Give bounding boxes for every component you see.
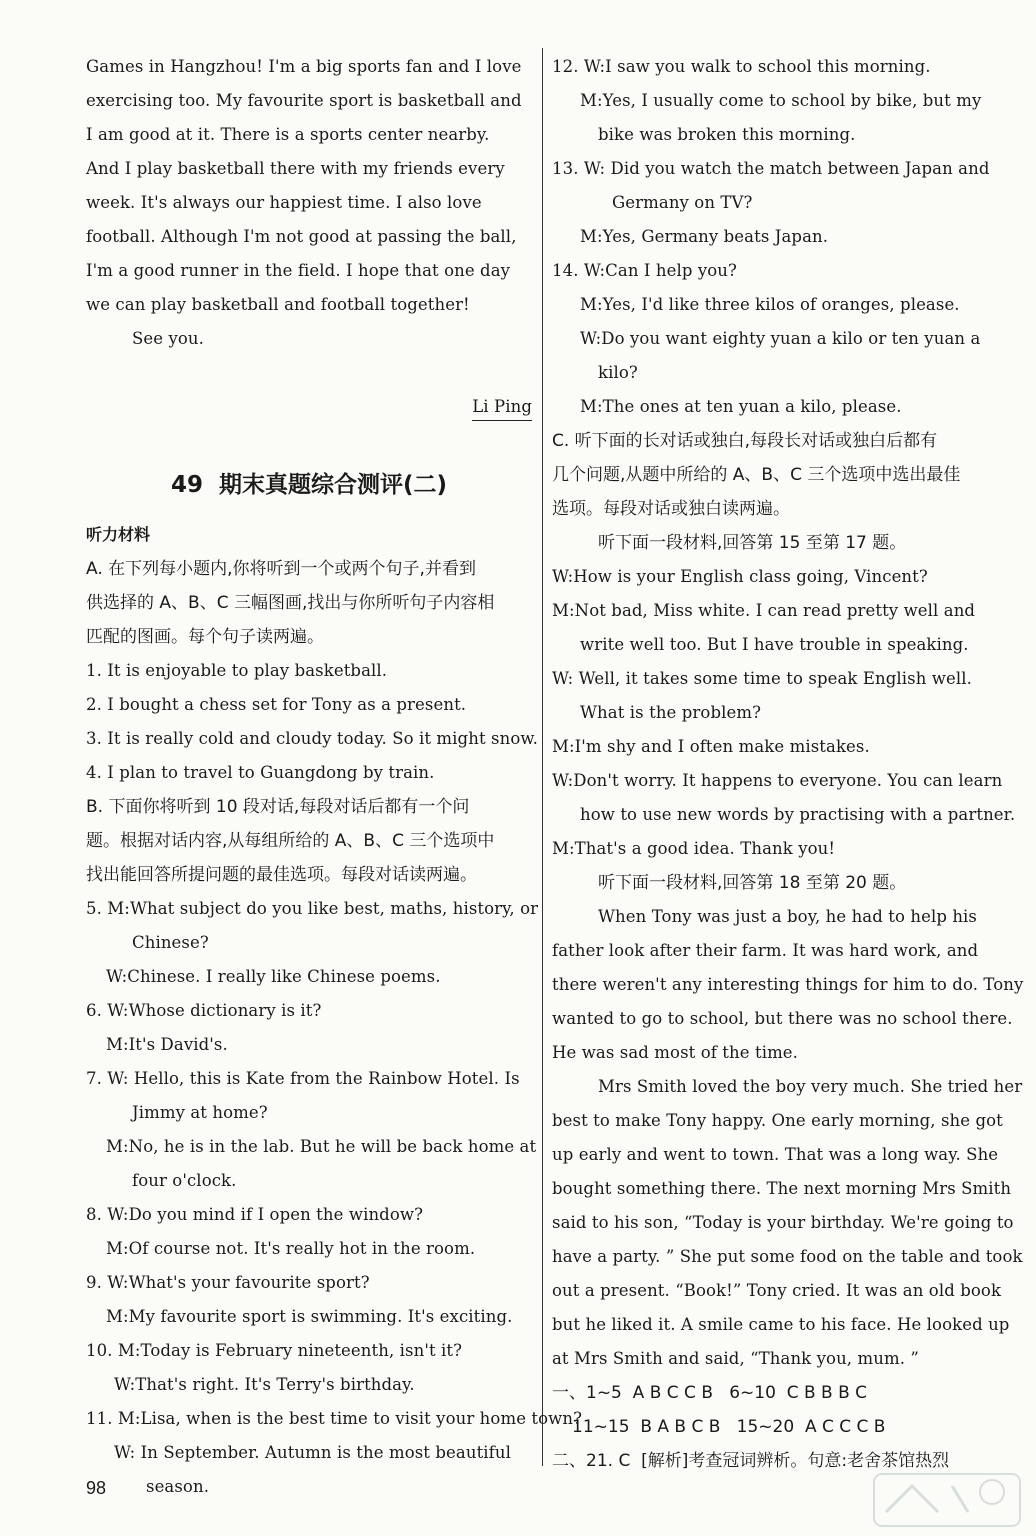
dialogue-line: M:Yes, I'd like three kilos of oranges, please. <box>580 295 960 314</box>
dialogue-line: W:Chinese. I really like Chinese poems. <box>106 967 441 986</box>
part-b-instructions <box>86 790 532 892</box>
story-line: said to his son, “Today is your birthday. We're going to <box>552 1213 1014 1232</box>
listening-material-heading: 听力材料 <box>86 525 151 544</box>
instruction-line: 供选择的 A、B、C 三幅图画,找出与你所听句子内容相 <box>86 593 495 613</box>
watermark-logo <box>872 1472 1022 1528</box>
story-line: up early and went to town. That was a long way. She <box>552 1145 999 1164</box>
dialogue-line: M:My favourite sport is swimming. It's exciting. <box>106 1307 513 1326</box>
dialogue-line: 9. W:What's your favourite sport? <box>86 1273 370 1292</box>
dialogue-line: 6. W:Whose dictionary is it? <box>86 1001 322 1020</box>
story-line: Mrs Smith loved the boy very much. She tried her <box>598 1077 1023 1096</box>
dialogue-line: M:The ones at ten yuan a kilo, please. <box>580 397 902 416</box>
dialogue-line: bike was broken this morning. <box>598 125 856 144</box>
answer-line: 11~15 B A B C B 15~20 A C C C B <box>572 1417 886 1437</box>
letter-line: week. It's always our happiest time. I also love <box>86 193 482 212</box>
instruction-line: 找出能回答所提问题的最佳选项。每段对话读两遍。 <box>86 865 477 885</box>
dialogue-line: W:Do you want eighty yuan a kilo or ten yuan a <box>580 329 981 348</box>
dialogues-left <box>86 892 583 1504</box>
dialogue-line: What is the problem? <box>580 703 762 722</box>
right-column <box>552 50 1024 1478</box>
story-line: best to make Tony happy. One early morning, she got <box>552 1111 1003 1130</box>
story-line: there weren't any interesting things for him to do. Tony <box>552 975 1024 994</box>
dialogue-line: 8. W:Do you mind if I open the window? <box>86 1205 424 1224</box>
story-line: bought something there. The next morning Mrs Smith <box>552 1179 1012 1198</box>
letter-line: And I play basketball there with my friends every <box>86 159 505 178</box>
instruction-15-17: 听下面一段材料,回答第 15 至第 17 题。 <box>598 533 907 553</box>
story-line: He was sad most of the time. <box>552 1043 799 1062</box>
letter-line: we can play basketball and football together! <box>86 295 470 314</box>
part-c-instructions <box>552 424 1004 526</box>
letter-text <box>86 50 532 322</box>
dialogue-line: write well too. But I have trouble in speaking. <box>580 635 969 654</box>
letter-signature-row <box>86 356 532 458</box>
letter-line: I am good at it. There is a sports center nearby. <box>86 125 490 144</box>
instruction-line: 几个问题,从题中所给的 A、B、C 三个选项中选出最佳 <box>552 465 961 485</box>
letter-line: I'm a good runner in the field. I hope that one day <box>86 261 511 280</box>
instruction-line: 选项。每段对话或独白读两遍。 <box>552 499 790 519</box>
dialogue-line: 12. W:I saw you walk to school this morning. <box>552 57 931 76</box>
instruction-18-20: 听下面一段材料,回答第 18 至第 20 题。 <box>598 873 907 893</box>
listening-item: 1. It is enjoyable to play basketball. <box>86 661 388 680</box>
dialogue-line: W: In September. Autumn is the most beautiful <box>114 1443 511 1462</box>
story-line: have a party. ” She put some food on the table and took <box>552 1247 1023 1266</box>
dialogue-line: M:I'm shy and I often make mistakes. <box>552 737 870 756</box>
instruction-line: 题。根据对话内容,从每组所给的 A、B、C 三个选项中 <box>86 831 495 851</box>
story-line: at Mrs Smith and said, “Thank you, mum. ” <box>552 1349 919 1368</box>
dialogue-line: 14. W:Can I help you? <box>552 261 737 280</box>
answer-line: 二、21. C [解析]考查冠词辨析。句意:老舍茶馆热烈 <box>552 1451 950 1471</box>
dialogues-right <box>552 50 1004 424</box>
letter-line: football. Although I'm not good at passing the ball, <box>86 227 517 246</box>
section-title: 49 期末真题综合测评(二) <box>170 472 448 498</box>
dialogue-line: 10. M:Today is February nineteenth, isn't it? <box>86 1341 463 1360</box>
story-line: but he liked it. A smile came to his face. He looked up <box>552 1315 1010 1334</box>
letter-line: Games in Hangzhou! I'm a big sports fan and I love <box>86 57 522 76</box>
dialogue-line: 11. M:Lisa, when is the best time to visit your home town? <box>86 1409 583 1428</box>
dialogue-line: Germany on TV? <box>612 193 753 212</box>
dialogue-line: M:That's a good idea. Thank you! <box>552 839 836 858</box>
dialogue-line: M:No, he is in the lab. But he will be back home at <box>106 1137 537 1156</box>
listening-item: 3. It is really cold and cloudy today. So it might snow. <box>86 729 538 748</box>
dialogue-line: M:Of course not. It's really hot in the room. <box>106 1239 476 1258</box>
dialogue-line: M:Not bad, Miss white. I can read pretty well and <box>552 601 976 620</box>
story-passage <box>552 900 1024 1376</box>
part-a-items <box>86 654 538 790</box>
dialogue-line: Chinese? <box>132 933 209 952</box>
story-line: When Tony was just a boy, he had to help his <box>598 907 977 926</box>
long-dialogue <box>552 560 1016 866</box>
dialogue-line: W:How is your English class going, Vincent? <box>552 567 928 586</box>
instruction-line: A. 在下列每小题内,你将听到一个或两个句子,并看到 <box>86 559 476 579</box>
dialogue-line: W:Don't worry. It happens to everyone. You can learn <box>552 771 1003 790</box>
listening-item: 2. I bought a chess set for Tony as a present. <box>86 695 467 714</box>
dialogue-line: W:That's right. It's Terry's birthday. <box>114 1375 415 1394</box>
letter-signature: Li Ping <box>472 394 532 421</box>
story-line: wanted to go to school, but there was no school there. <box>552 1009 1013 1028</box>
listening-item: 4. I plan to travel to Guangdong by train. <box>86 763 435 782</box>
instruction-line: 匹配的图画。每个句子读两遍。 <box>86 627 324 647</box>
instruction-line: C. 听下面的长对话或独白,每段长对话或独白后都有 <box>552 431 938 451</box>
instruction-line: B. 下面你将听到 10 段对话,每段对话后都有一个问 <box>86 797 470 817</box>
dialogue-line: Jimmy at home? <box>132 1103 268 1122</box>
page-number: 98 <box>86 1478 107 1498</box>
dialogue-line: season. <box>146 1477 210 1496</box>
column-divider <box>542 48 543 1466</box>
letter-line: exercising too. My favourite sport is basketball and <box>86 91 522 110</box>
letter-closing: See you. <box>132 329 205 348</box>
dialogue-line: four o'clock. <box>132 1171 237 1190</box>
dialogue-line: 5. M:What subject do you like best, maths, history, or <box>86 899 539 918</box>
dialogue-line: M:Yes, I usually come to school by bike, but my <box>580 91 982 110</box>
part-a-instructions <box>86 552 532 654</box>
answer-key <box>552 1376 1004 1478</box>
dialogue-line: how to use new words by practising with a partner. <box>580 805 1016 824</box>
left-column <box>86 50 583 1504</box>
story-line: father look after their farm. It was hard work, and <box>552 941 979 960</box>
story-line: out a present. “Book!” Tony cried. It was an old book <box>552 1281 1002 1300</box>
dialogue-line: M:It's David's. <box>106 1035 228 1054</box>
dialogue-line: M:Yes, Germany beats Japan. <box>580 227 829 246</box>
dialogue-line: 7. W: Hello, this is Kate from the Rainbow Hotel. Is <box>86 1069 520 1088</box>
dialogue-line: 13. W: Did you watch the match between Japan and <box>552 159 990 178</box>
dialogue-line: W: Well, it takes some time to speak English well. <box>552 669 972 688</box>
answer-line: 一、1~5 A B C C B 6~10 C B B B C <box>552 1383 868 1403</box>
dialogue-line: kilo? <box>598 363 638 382</box>
